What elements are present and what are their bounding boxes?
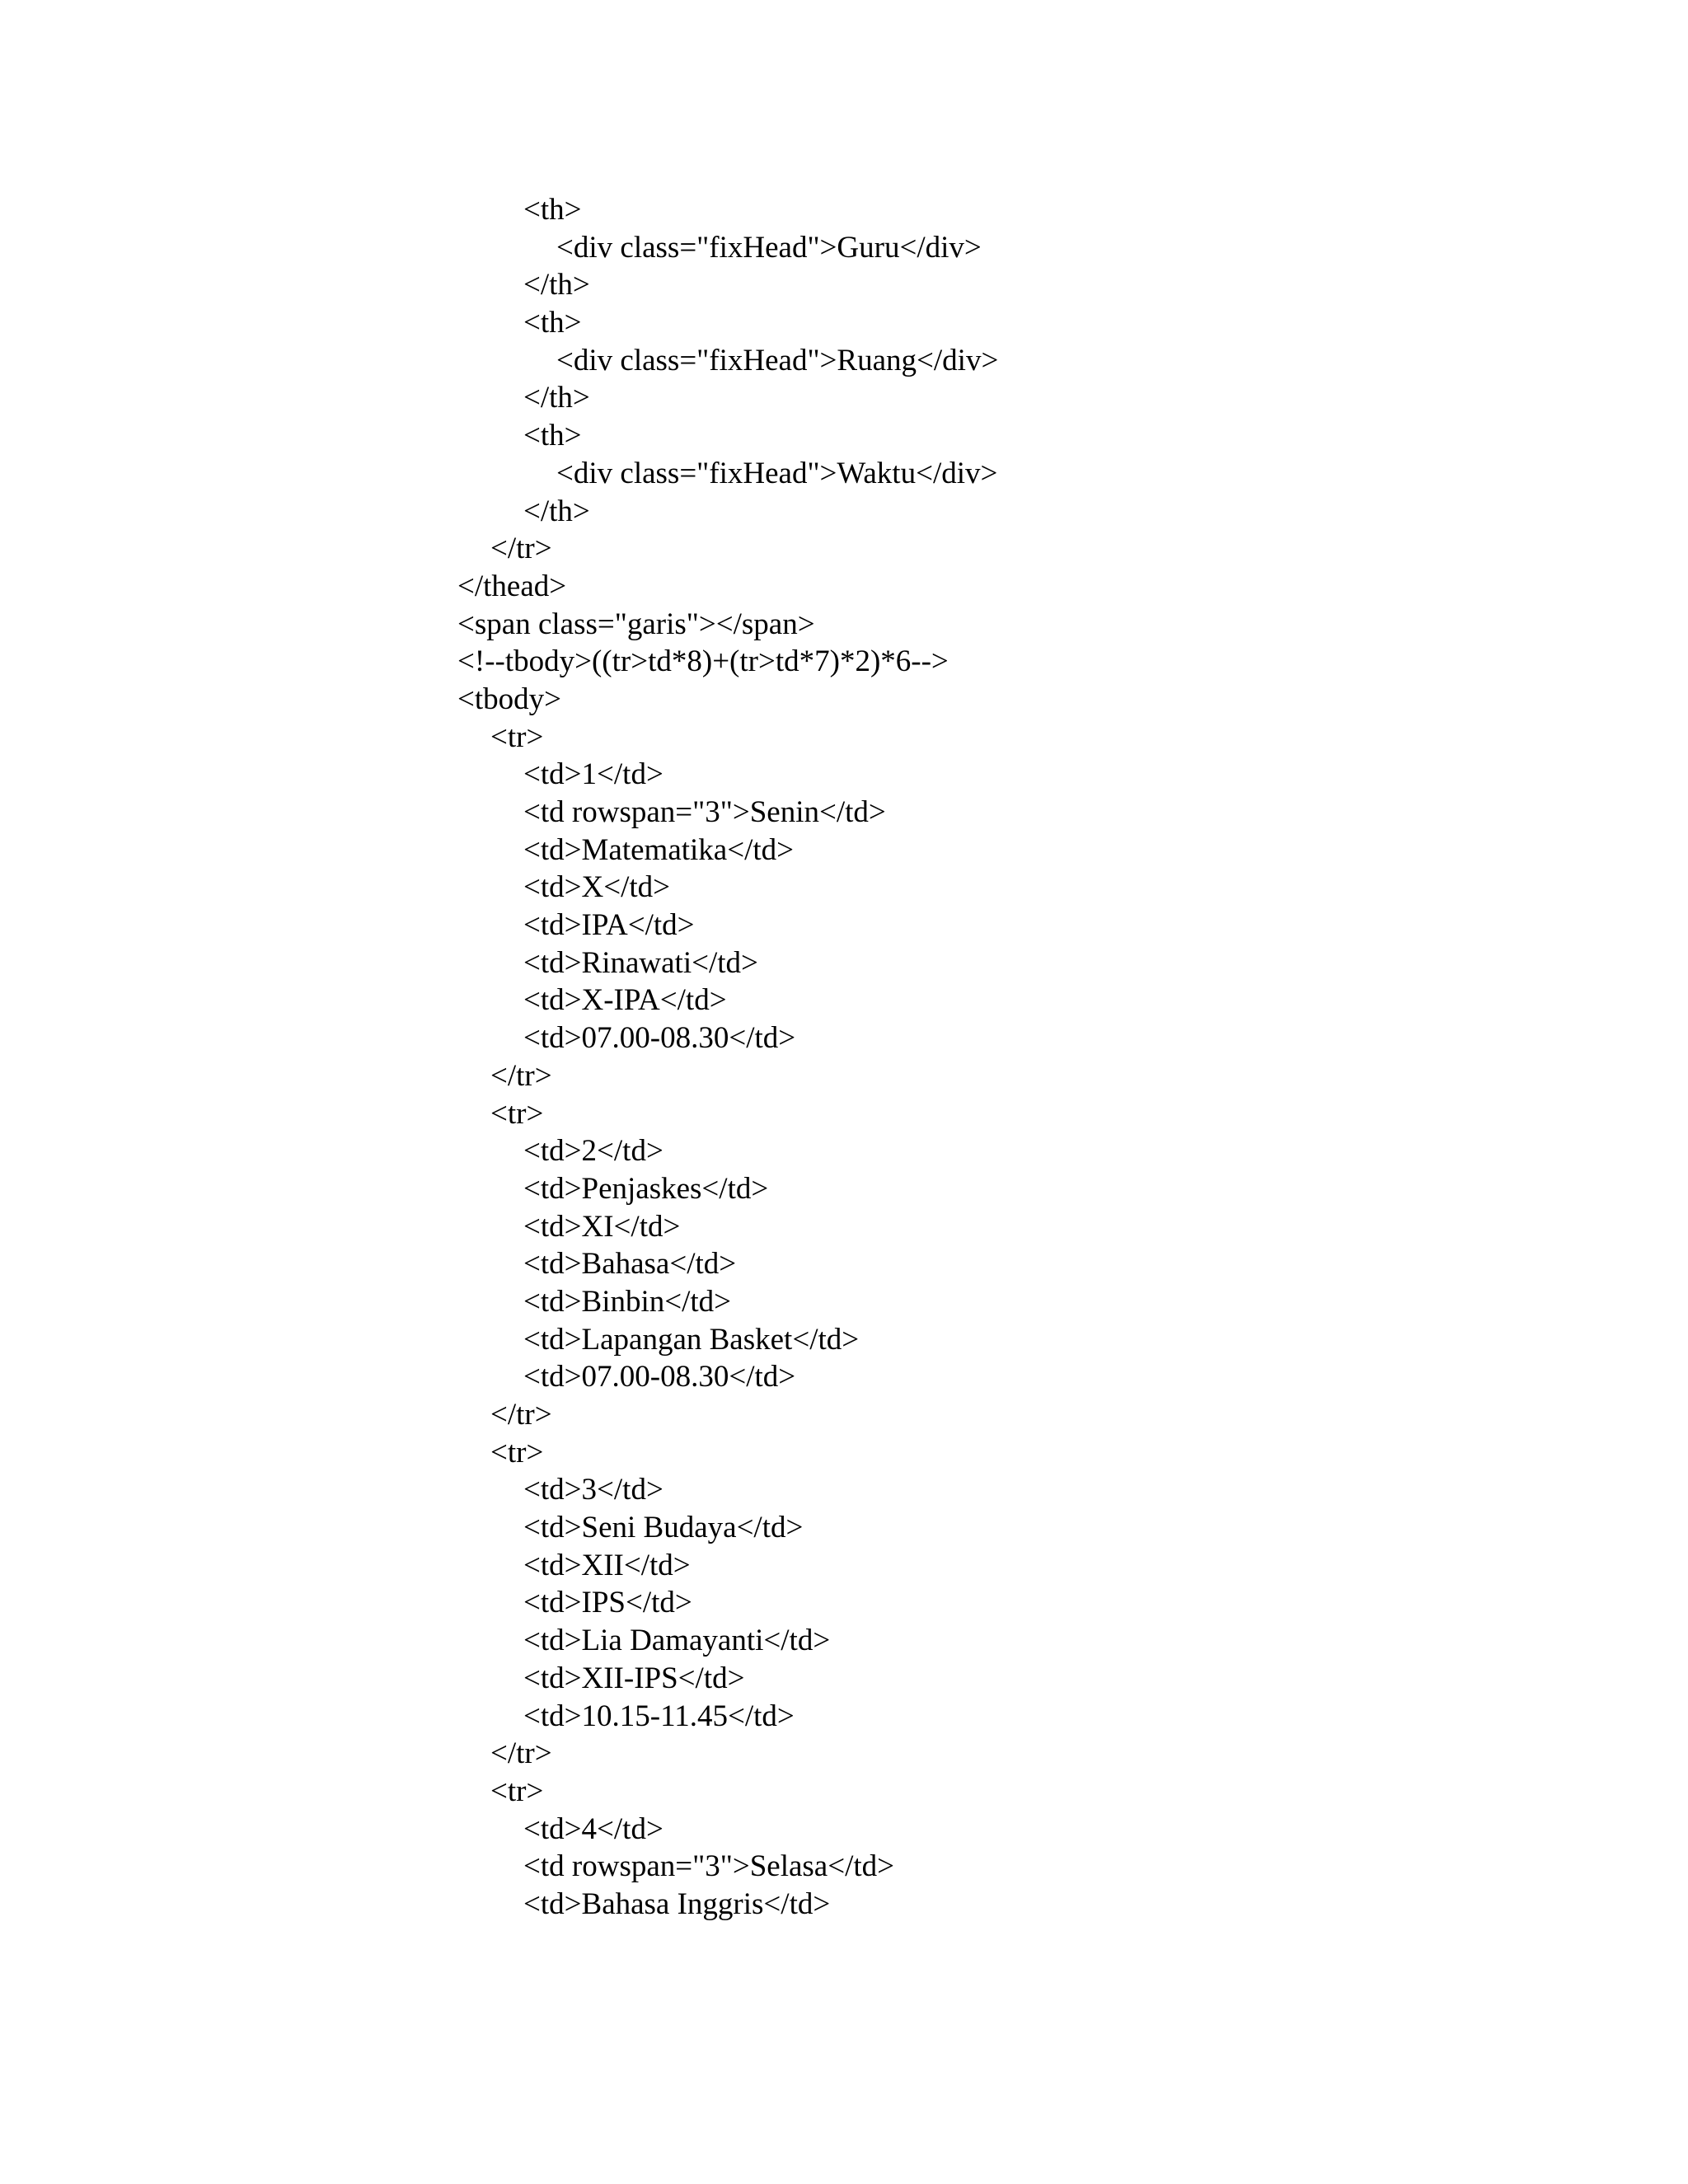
code-line: <!--tbody>((tr>td*8)+(tr>td*7)*2)*6--> [457,644,949,679]
code-line: <td>IPS</td> [523,1586,692,1620]
code-line: <td>4</td> [523,1811,663,1846]
code-line: <div class="fixHead">Waktu</div> [556,456,998,490]
code-line: <td>Binbin</td> [523,1284,732,1319]
code-line: <td>Lapangan Basket</td> [523,1322,860,1357]
code-line: <td>Bahasa Inggris</td> [523,1886,831,1921]
code-line: <td>3</td> [523,1473,663,1507]
code-line: <td>Bahasa</td> [523,1247,737,1282]
code-line: </th> [523,494,590,528]
code-line: </th> [523,268,590,302]
code-line: </tr> [490,1058,552,1093]
code-line: <th> [523,193,582,227]
code-line: <div class="fixHead">Guru</div> [556,230,982,265]
code-line: <td rowspan="3">Selasa</td> [523,1849,895,1884]
code-line: </tr> [490,1398,552,1432]
code-line: <td>Penjaskes</td> [523,1171,769,1206]
code-line: <tbody> [457,682,562,716]
code-line: <tr> [490,1435,544,1469]
code-line: <td>07.00-08.30</td> [523,1360,796,1394]
code-line: </thead> [457,569,567,603]
code-line: <td rowspan="3">Senin</td> [523,795,886,829]
code-line: <td>XI</td> [523,1209,681,1244]
code-line: <th> [523,419,582,453]
code-line: <td>XII</td> [523,1548,691,1582]
code-line: <td>X-IPA</td> [523,983,727,1018]
code-line: <td>Matematika</td> [523,832,795,867]
code-line: <tr> [490,1096,544,1131]
code-listing [457,191,998,1924]
code-line: </th> [523,381,590,415]
code-line: <td>Lia Damayanti</td> [523,1624,831,1658]
code-line: <th> [523,306,582,340]
code-line: <tr> [490,1774,544,1808]
code-line: <span class="garis"></span> [457,607,815,641]
code-line: <td>1</td> [523,757,663,792]
code-line: <tr> [490,719,544,754]
code-line: <td>Seni Budaya</td> [523,1511,804,1545]
code-line: </tr> [490,1736,552,1771]
code-line: <td>2</td> [523,1134,663,1169]
code-line: </tr> [490,532,552,566]
code-line: <td>IPA</td> [523,908,695,943]
code-line: <td>XII-IPS</td> [523,1661,745,1695]
code-line: <td>Rinawati</td> [523,945,758,980]
code-line: <td>10.15-11.45</td> [523,1699,795,1733]
code-line: <td>X</td> [523,870,671,905]
code-line: <td>07.00-08.30</td> [523,1021,796,1056]
code-line: <div class="fixHead">Ruang</div> [556,343,999,377]
